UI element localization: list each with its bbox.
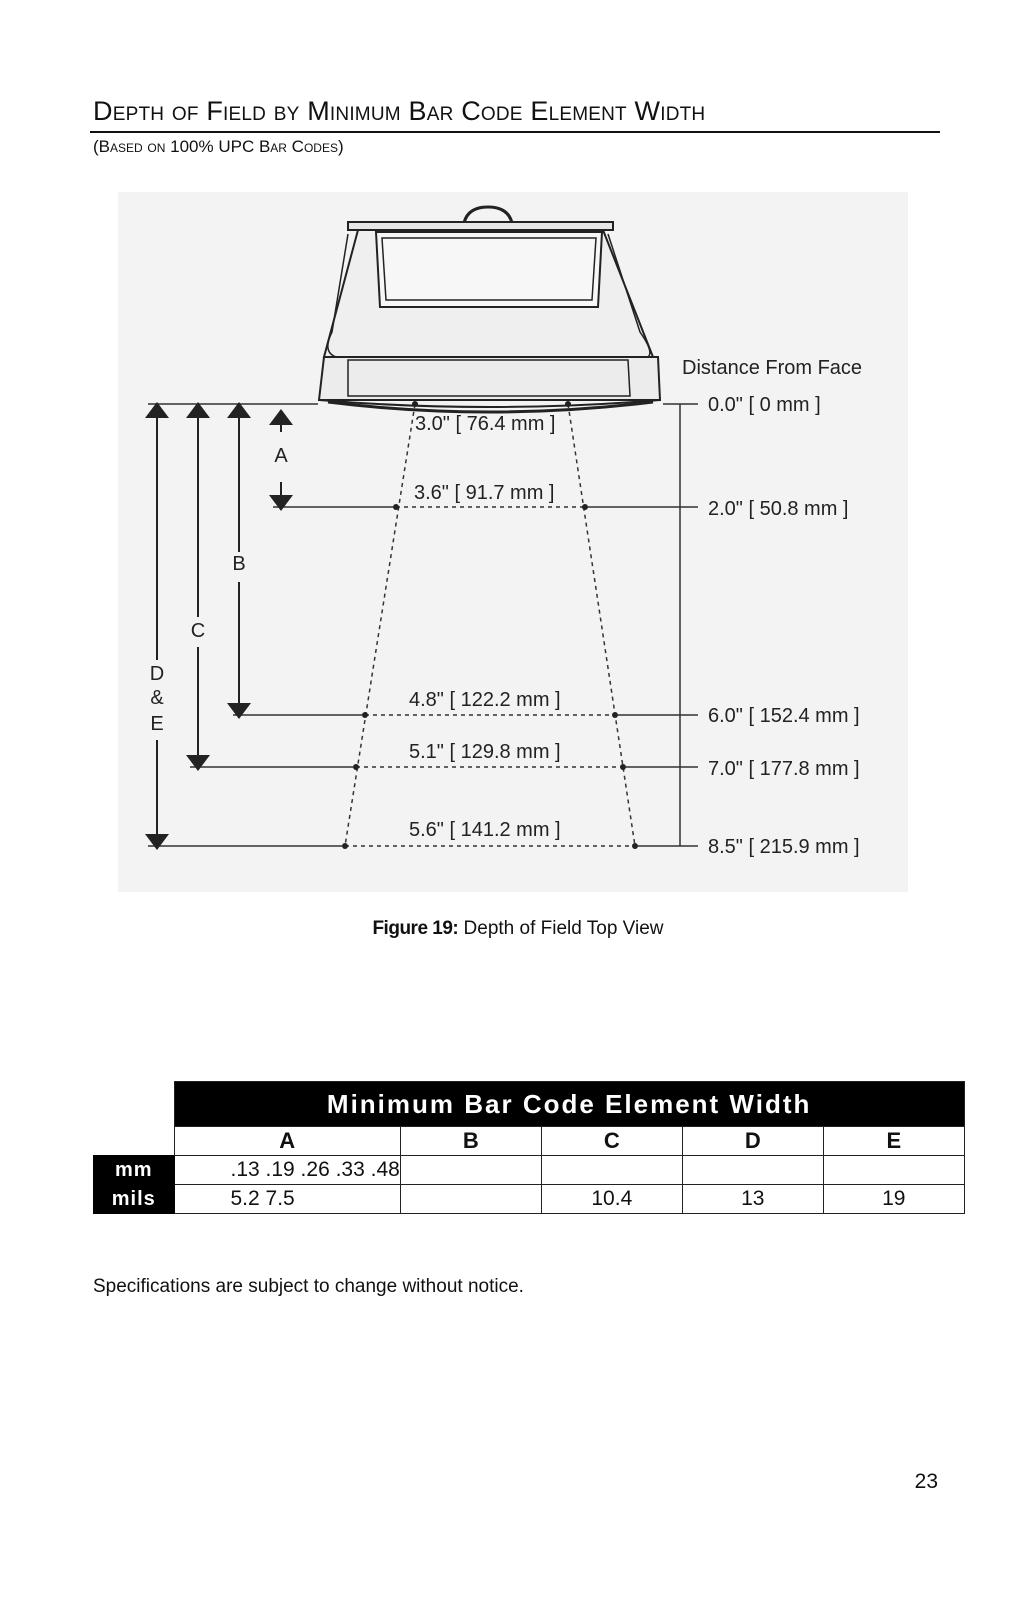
distance-label: 0.0" [ 0 mm ] bbox=[708, 394, 821, 416]
column-header: A bbox=[174, 1127, 400, 1156]
distance-label: 6.0" [ 152.4 mm ] bbox=[708, 705, 860, 727]
scan-beam bbox=[345, 404, 635, 846]
level-lines bbox=[148, 404, 698, 846]
heading-rule bbox=[90, 131, 940, 133]
table-cell: 13 bbox=[682, 1185, 823, 1214]
element-width-table bbox=[93, 1081, 965, 1214]
table-cell bbox=[682, 1156, 823, 1185]
depth-of-field-figure bbox=[118, 192, 908, 892]
section-subheading: (Based on 100% UPC Bar Codes) bbox=[93, 137, 344, 156]
table-cell: .13 .19 .26 .33 .48 bbox=[174, 1156, 400, 1185]
range-label-d: D bbox=[149, 663, 165, 685]
range-label-b: B bbox=[232, 553, 246, 575]
range-label-e: E bbox=[150, 713, 164, 735]
table-cell: 19 bbox=[823, 1185, 964, 1214]
table-cell bbox=[541, 1156, 682, 1185]
column-header: B bbox=[400, 1127, 541, 1156]
table-row bbox=[94, 1185, 965, 1214]
scanner-diagram bbox=[118, 192, 908, 892]
table-title: Minimum Bar Code Element Width bbox=[174, 1082, 964, 1127]
scanner-illustration bbox=[319, 207, 660, 412]
width-label: 5.6" [ 141.2 mm ] bbox=[409, 819, 561, 841]
range-label-c: C bbox=[190, 620, 206, 642]
row-header: mm bbox=[94, 1156, 175, 1185]
distance-label: 7.0" [ 177.8 mm ] bbox=[708, 758, 860, 780]
page-number: 23 bbox=[914, 1470, 938, 1493]
row-header: mils bbox=[94, 1185, 175, 1214]
table-cell bbox=[400, 1185, 541, 1214]
table-row bbox=[94, 1156, 965, 1185]
column-header: C bbox=[541, 1127, 682, 1156]
specifications-note: Specifications are subject to change without notice. bbox=[93, 1276, 524, 1297]
width-label: 3.0" [ 76.4 mm ] bbox=[415, 413, 556, 435]
range-label-amp: & bbox=[150, 687, 164, 709]
dimension-arrows bbox=[157, 410, 281, 842]
width-label: 3.6" [ 91.7 mm ] bbox=[414, 482, 555, 504]
figure-caption-text: Depth of Field Top View bbox=[458, 918, 664, 939]
beam-points bbox=[342, 401, 638, 849]
table-cell bbox=[823, 1156, 964, 1185]
table-cell: 5.2 7.5 bbox=[174, 1185, 400, 1214]
width-label: 5.1" [ 129.8 mm ] bbox=[409, 741, 561, 763]
distance-from-face-label: Distance From Face bbox=[682, 357, 863, 379]
table-cell: 10.4 bbox=[541, 1185, 682, 1214]
distance-label: 8.5" [ 215.9 mm ] bbox=[708, 836, 860, 858]
figure-caption bbox=[0, 918, 1036, 940]
section-heading: Depth of Field by Minimum Bar Code Element Width bbox=[93, 96, 706, 126]
column-header: E bbox=[823, 1127, 964, 1156]
column-header: D bbox=[682, 1127, 823, 1156]
figure-caption-number: Figure 19: bbox=[372, 918, 459, 939]
table-cell bbox=[400, 1156, 541, 1185]
distance-label: 2.0" [ 50.8 mm ] bbox=[708, 498, 849, 520]
width-label: 4.8" [ 122.2 mm ] bbox=[409, 689, 561, 711]
range-label-a: A bbox=[274, 445, 288, 467]
